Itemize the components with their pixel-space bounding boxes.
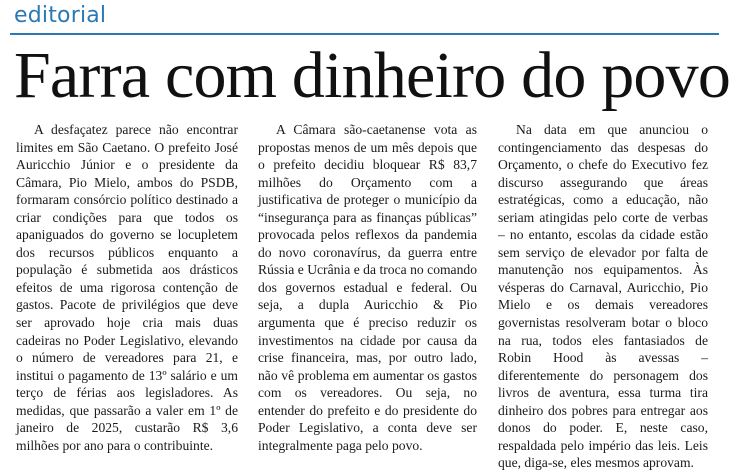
article-column-3 xyxy=(498,121,708,471)
article-column-2 xyxy=(258,121,477,453)
column-1-text: A desfaçatez parece não encontrar limites em São Caetano. O prefeito José Auricchio Júnior e o presidente da Câmara, Pio Mielo, ambos do PSDB, formaram consórcio político destinado a criar condições para que todos os apaniguados do governo se locupletem dos recursos públicos enquanto a população é submetida aos drásticos efeitos de uma rigorosa contenção de gastos. Pacote de privilégios que deve ser aprovado hoje cria mais duas cadeiras no Poder Legislativo, elevando o número de vereadores para 21, e institui o pagamento de 13º salário e um terço de férias aos legisladores. As medidas, que passarão a valer em 1º de janeiro de 2025, custarão R$ 3,6 milhões por ano para o contribuinte. xyxy=(16,122,238,453)
column-2-text: A Câmara são-caetanense vota as propostas menos de um mês depois que o prefeito decidiu bloquear R$ 83,7 milhões do Orçamento com a justificativa de proteger o município da “insegurança para as finanças públicas” provocada pelos reflexos da pandemia do novo coronavírus, da guerra entre Rússia e Ucrânia e da troca no comando dos governos estadual e federal. Ou seja, a dupla Auricchio & Pio argumenta que é preciso reduzir os investimentos na cidade por causa da crise financeira, mas, por outro lado, não vê problema em aumentar os gastos com os vereadores. Ou seja, no entender do prefeito e do presidente do Poder Legislativo, a conta deve ser integralmente paga pelo povo. xyxy=(258,122,477,453)
headline: Farra com dinheiro do povo xyxy=(14,39,730,112)
article-column-1 xyxy=(16,121,238,453)
column-3-text: Na data em que anunciou o contingenciamento das despesas do Orçamento, o chefe do Executivo fez discurso assegurando que áreas estratégicas, como a educação, não seriam atingidas pelo corte de verbas – no entanto, escolas da cidade estão sem serviço de elevador por falta de manutenção nos equipamentos. Às vésperas do Carnaval, Auricchio, Pio Mielo e os demais vereadores governistas resolveram botar o bloco na rua, todos eles fantasiados de Robin Hood às avessas – diferentemente do personagem dos livros de aventura, essa turma tira dinheiro dos pobres para entregar aos donos do poder. E, neste caso, respaldada pelo império das leis. Leis que, diga-se, eles mesmos aprovam. xyxy=(498,122,708,471)
section-divider xyxy=(10,33,719,35)
section-label: editorial xyxy=(14,3,107,28)
